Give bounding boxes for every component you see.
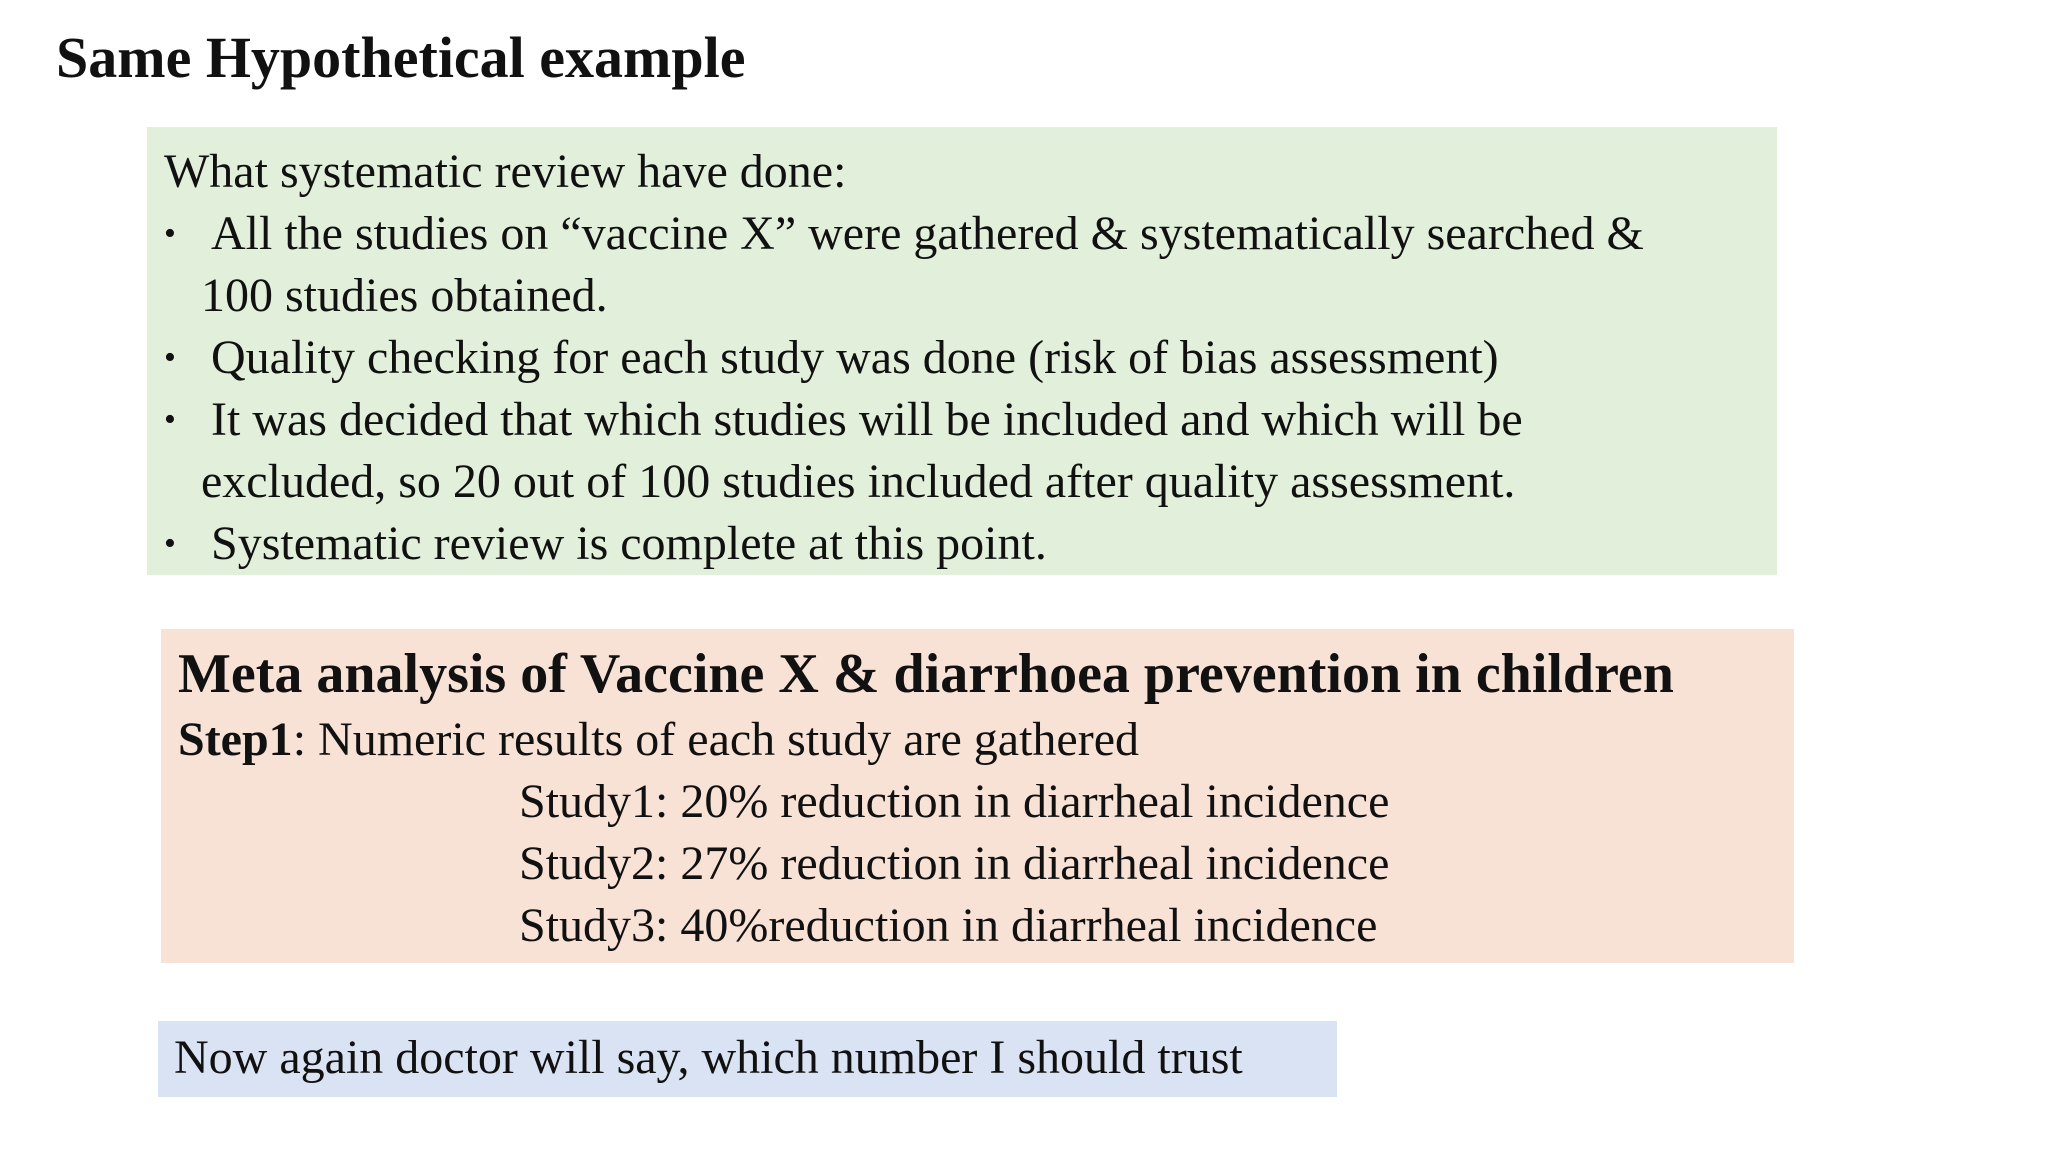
bullet-item	[164, 327, 1759, 389]
bullet-icon: •	[164, 215, 176, 252]
systematic-review-box	[147, 127, 1777, 575]
meta-analysis-box	[161, 629, 1794, 963]
step-line	[178, 709, 1784, 771]
systematic-review-heading: What systematic review have done:	[164, 145, 847, 198]
bullet-icon: •	[164, 339, 176, 376]
systematic-review-bullet-list	[164, 203, 1759, 575]
study-result-item: Study3: 40%reduction in diarrheal incidence	[519, 899, 1378, 952]
bullet-icon: •	[164, 401, 176, 438]
study-result-item: Study1: 20% reduction in diarrheal incidence	[519, 775, 1390, 828]
bullet-text: Systematic review is complete at this point.	[211, 517, 1047, 570]
bullet-item	[164, 513, 1759, 575]
study-results-list	[178, 771, 1784, 957]
study-result-item: Study2: 27% reduction in diarrheal incidence	[519, 837, 1390, 890]
slide-title: Same Hypothetical example	[56, 25, 746, 90]
bullet-item	[164, 203, 1759, 327]
step-label: Step1	[178, 713, 293, 766]
step-text: : Numeric results of each study are gathered	[292, 713, 1140, 766]
bullet-text-continuation: excluded, so 20 out of 100 studies included after quality assessment.	[201, 455, 1516, 508]
bullet-text-continuation: 100 studies obtained.	[201, 269, 608, 322]
bullet-text: Quality checking for each study was done (risk of bias assessment)	[211, 331, 1499, 384]
bullet-text: It was decided that which studies will be included and which will be	[211, 393, 1523, 446]
bullet-icon: •	[164, 525, 176, 562]
bullet-item	[164, 389, 1759, 513]
meta-analysis-title: Meta analysis of Vaccine X & diarrhoea prevention in children	[178, 643, 1674, 705]
doctor-note-box: Now again doctor will say, which number I should trust	[158, 1021, 1337, 1097]
bullet-text: All the studies on “vaccine X” were gathered & systematically searched &	[211, 207, 1644, 260]
